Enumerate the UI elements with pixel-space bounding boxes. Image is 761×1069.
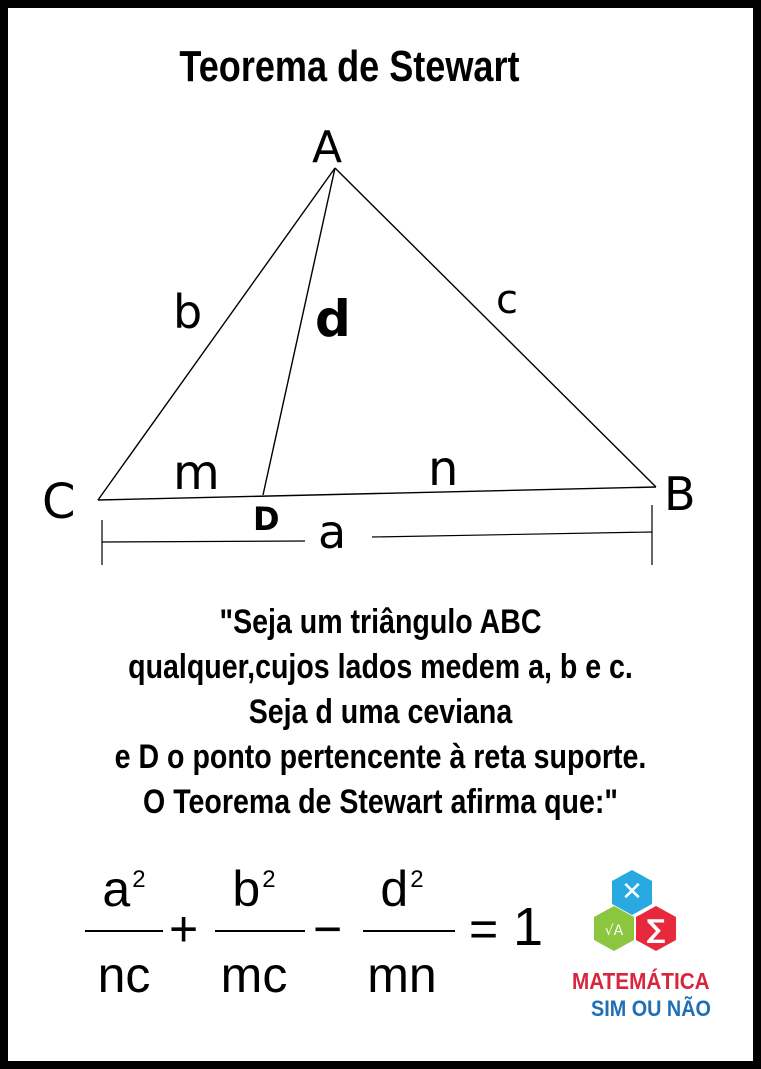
side-label-d: d — [315, 290, 351, 348]
logo-title: MATEMÁTICA — [572, 968, 710, 994]
numerator: $d^2$ — [380, 861, 424, 917]
logo-subtitle: SIM OU NÃO — [591, 996, 711, 1021]
formula-result: 1 — [513, 897, 544, 957]
segment-label-m: m — [173, 445, 220, 501]
page-title: Teorema de Stewart — [179, 42, 520, 91]
numerator: $a^2$ — [102, 861, 146, 917]
side-label-a: a — [318, 505, 347, 559]
times-icon: ✕ — [621, 877, 643, 907]
statement-line: "Seja um triângulo ABC — [219, 603, 542, 641]
numerator: $b^2$ — [232, 861, 276, 917]
denominator: nc — [97, 947, 151, 1003]
vertex-label-a: A — [312, 122, 343, 173]
point-label-d: D — [253, 500, 280, 538]
segment-label-n: n — [428, 441, 459, 497]
denominator: mn — [367, 947, 437, 1003]
fraction-bar — [215, 930, 305, 932]
side-label-b: b — [173, 285, 203, 339]
dimension-line-right — [372, 532, 652, 537]
statement-line: qualquer,cujos lados medem a, b e c. — [128, 648, 633, 686]
vertex-label-c: C — [42, 474, 76, 530]
root-icon: √A — [604, 923, 624, 939]
denominator: mc — [220, 947, 288, 1003]
minus-operator: − — [313, 901, 343, 957]
side-c-line — [335, 168, 656, 487]
statement-line: e D o ponto pertencente à reta suporte. — [114, 738, 647, 776]
fraction-bar — [85, 930, 163, 932]
equals-operator: = — [469, 901, 499, 957]
sigma-icon: ∑ — [646, 915, 666, 945]
statement-line: Seja d uma ceviana — [248, 693, 513, 731]
dimension-line-left — [102, 541, 305, 542]
plus-operator: + — [169, 901, 199, 957]
theorem-statement — [0, 600, 761, 825]
fraction-bar — [363, 930, 455, 932]
statement-line: O Teorema de Stewart afirma que:" — [143, 783, 618, 821]
side-label-c: c — [496, 277, 518, 323]
vertex-label-b: B — [664, 467, 696, 521]
